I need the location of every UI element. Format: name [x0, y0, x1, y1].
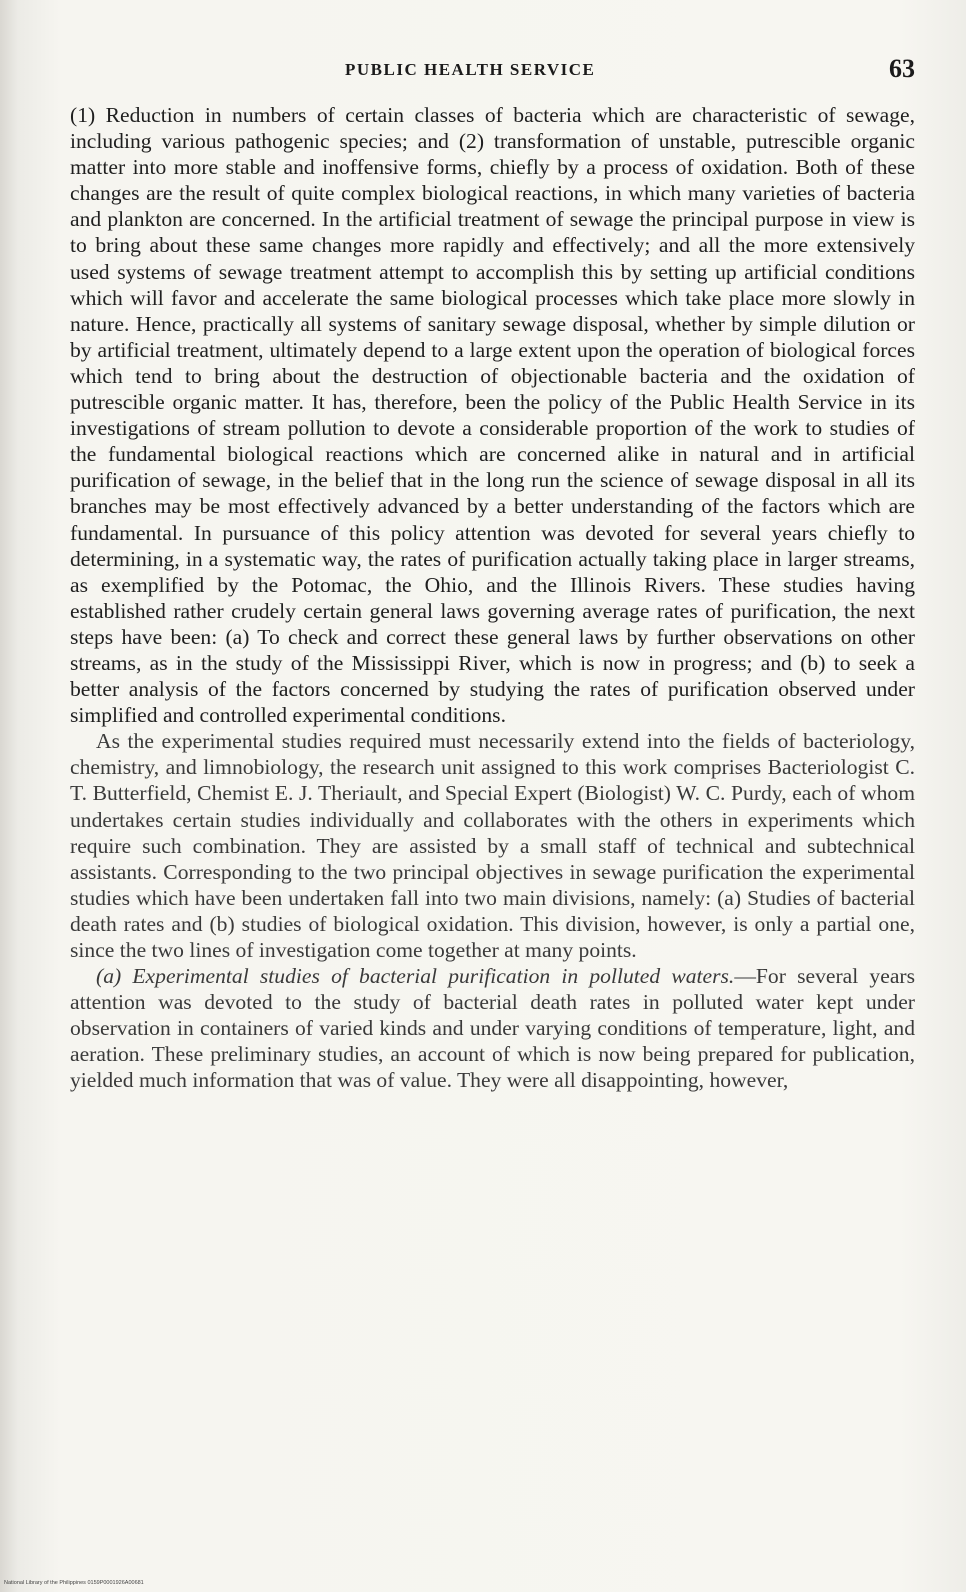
page-header [70, 52, 915, 92]
paragraph: As the experimental studies required must necessarily extend into the fields of bacteriology, chemistry, and limnobiology, the research unit assigned to this work comprises Bacteriologist C. T. Butterfield, Chemist E. J. Theriault, and Special Expert (Biologist) W. C. Purdy, each of whom undertakes certain studies individually and collaborates with the others in experiments which require such combination. They are assisted by a small staff of technical and subtechnical assistants. Corresponding to the two principal objectives in sewage purification the experimental studies which have been undertaken fall into two main divisions, namely: (a) Studies of bacterial death rates and (b) studies of biological oxidation. This division, however, is only a partial one, since the two lines of investigation come together at many points. [70, 729, 915, 962]
section-a-heading: (a) Experimental studies of bacterial purification in polluted waters. [96, 964, 735, 989]
section-a-body: —For several years attention was devoted to the study of bacterial death rates in polluted water kept under observation in containers of varied kinds and under varying conditions of temperature, light, and aeration. These preliminary studies, an account of which is now being prepared for publication, yielded much information that was of value. They were all disappointing, however, [70, 964, 915, 1093]
scan-credit: National Library of the Philippines 0159P0001926A00681 [4, 1580, 144, 1586]
page-number: 63 [889, 54, 915, 83]
running-head: PUBLIC HEALTH SERVICE [345, 60, 596, 79]
section-a-paragraph [70, 963, 915, 1093]
body-text [70, 102, 915, 1094]
paragraph: (1) Reduction in numbers of certain classes of bacteria which are characteristic of sewage, including various pathogenic species; and (2) transformation of unstable, putrescible organic matter into more stable and inoffensive forms, chiefly by a process of oxidation. Both of these changes are the result of quite complex biological reactions, in which many varieties of bacteria and plankton are concerned. In the artificial treatment of sewage the principal purpose in view is to bring about these same changes more rapidly and effectively; and all the more extensively used systems of sewage treatment attempt to accomplish this by setting up artificial conditions which will favor and accelerate the same biological processes which take place more slowly in nature. Hence, practically all systems of sanitary sewage disposal, whether by simple dilution or by artificial treatment, ultimately depend to a large extent upon the operation of biological forces which tend to bring about the destruction of objectionable bacteria and the oxidation of putrescible organic matter. It has, therefore, been the policy of the Public Health Service in its investigations of stream pollution to devote a considerable proportion of the work to studies of the fundamental biological reactions which are concerned alike in natural and in artificial purification of sewage, in the belief that in the long run the science of sewage disposal in all its branches may be most effectively advanced by a better understanding of the factors which are fundamental. In pursuance of this policy attention was devoted for several years chiefly to determining, in a systematic way, the rates of purification actually taking place in larger streams, as exemplified by the Potomac, the Ohio, and the Illinois Rivers. These studies having established rather crudely certain general laws governing average rates of purification, the next steps have been: (a) To check and correct these general laws by further observations on other streams, as in the study of the Mississippi River, which is now in progress; and (b) to seek a better analysis of the factors concerned by studying the rates of purification observed under simplified and controlled experimental conditions. [70, 103, 915, 728]
